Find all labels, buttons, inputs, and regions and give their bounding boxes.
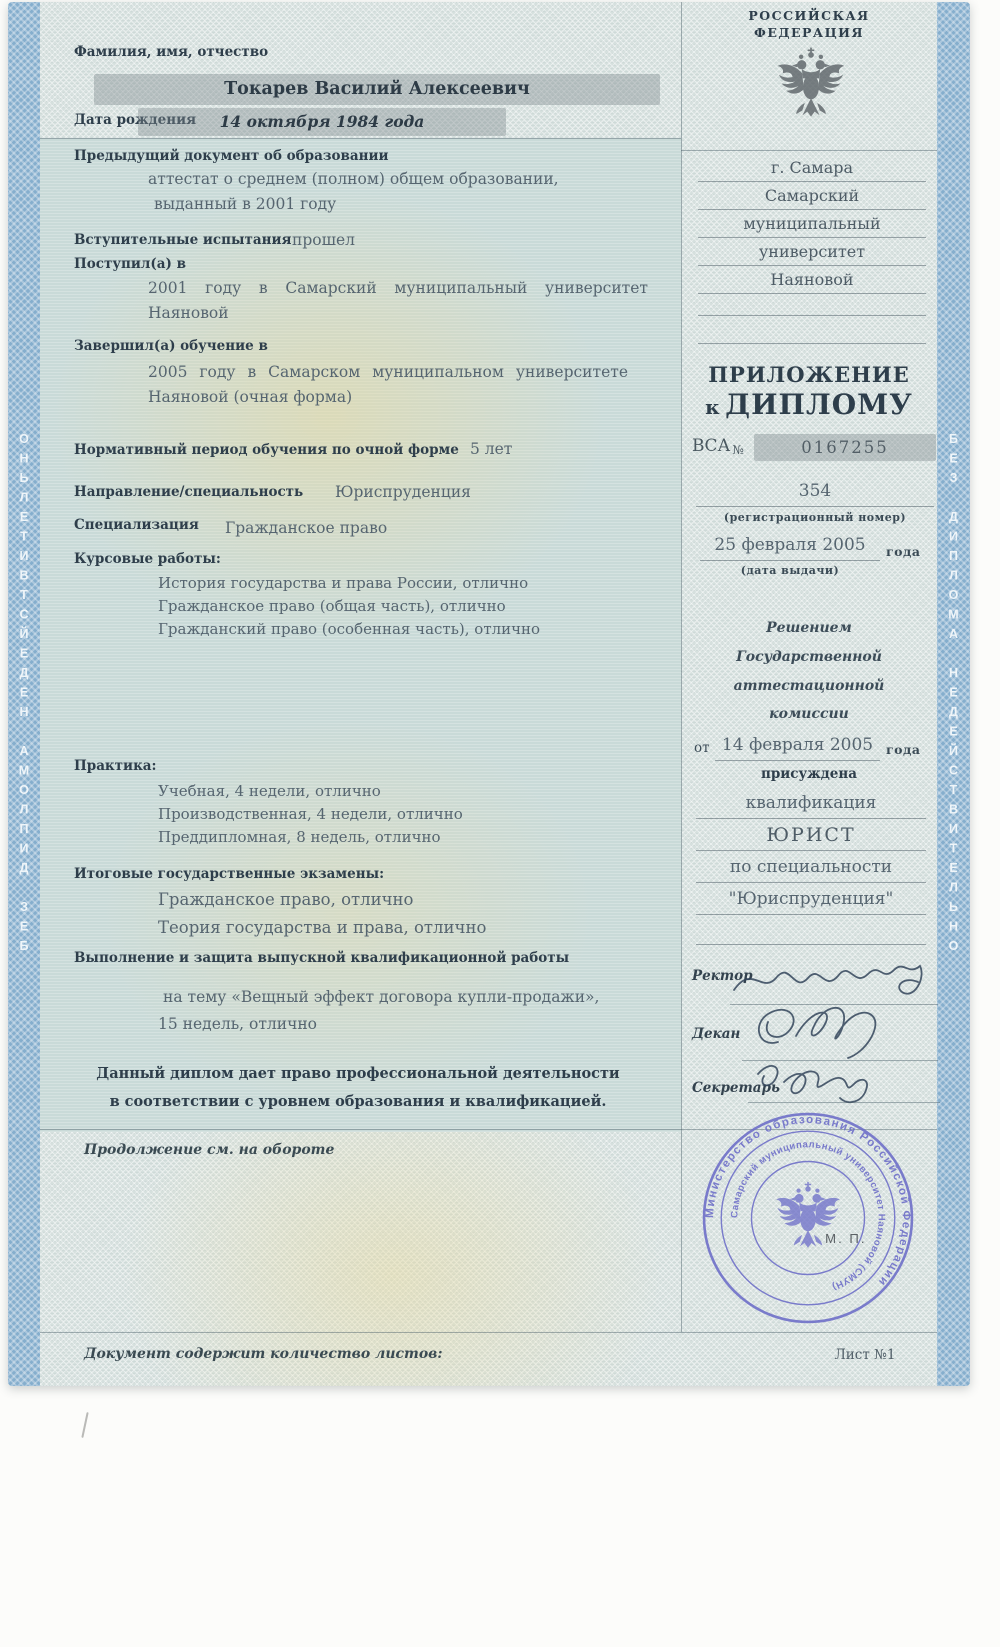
supplement-title-line2 — [681, 388, 937, 421]
specialization-label: Специализация — [74, 517, 199, 533]
issue-date: 25 февраля 2005 — [700, 530, 880, 561]
entrance-value: прошел — [292, 231, 356, 249]
bottom-strip-divider — [40, 1332, 937, 1333]
awarded-label: присуждена — [760, 766, 858, 782]
right-band-text: БЕЗ ДИПЛОМА НЕДЕЙСТВИТЕЛЬНО — [946, 432, 961, 959]
secretary-signature — [750, 1056, 940, 1108]
prev-education-line1: аттестат о среднем (полном) общем образовании, — [148, 170, 559, 188]
direction-value: Юриспруденция — [335, 483, 471, 501]
number-sign: № — [732, 443, 744, 457]
coursework-item: Гражданское право (общая часть), отлично — [158, 597, 506, 615]
qualification-line: "Юриспруденция" — [696, 884, 926, 915]
right-header-divider — [681, 150, 937, 151]
practice-item: Учебная, 4 недели, отлично — [158, 782, 381, 800]
decision-line: аттестационной — [733, 678, 885, 694]
diploma-sheet — [8, 2, 970, 1386]
blank-form-line — [696, 918, 926, 945]
completion-label: Завершил(а) обучение в — [74, 338, 268, 354]
exam-item: Гражданское право, отлично — [158, 890, 414, 909]
completion-text: 2005 году в Самарском муниципальном университете Наяновой (очная форма) — [148, 363, 628, 406]
left-band-text: ОНЬЛЕТИВТСЙЕДЕН АМОЛПИД ЗЕБ — [17, 432, 31, 959]
russia-coat-of-arms-icon — [774, 46, 848, 128]
right-security-band — [937, 2, 970, 1386]
admission-label: Поступил(а) в — [74, 256, 186, 272]
registration-caption: (регистрационный номер) — [723, 511, 907, 524]
period-label: Нормативный период обучения по очной форме — [74, 442, 459, 458]
practice-item: Производственная, 4 недели, отлично — [158, 805, 463, 823]
university-line: Самарский — [698, 182, 926, 210]
prev-education-line2: выданный в 2001 году — [154, 195, 337, 213]
stamp-mp-label: М. П. — [825, 1231, 867, 1247]
birth-date: 14 октября 1984 года — [219, 112, 425, 131]
diploma-number: 0167255 — [801, 438, 889, 457]
series-code: ВСА — [692, 436, 731, 456]
title-small-word: к — [705, 395, 720, 419]
sheet-number: Лист №1 — [834, 1347, 896, 1363]
entrance-label: Вступительные испытания — [74, 232, 292, 248]
from-word: от — [694, 740, 710, 756]
country-line2: ФЕДЕРАЦИЯ — [753, 25, 865, 40]
university-line: муниципальный — [698, 210, 926, 238]
continuation-note: Продолжение см. на обороте — [84, 1142, 335, 1158]
practice-item: Преддипломная, 8 недель, отлично — [158, 828, 441, 846]
registration-number: 354 — [696, 476, 934, 507]
direction-label: Направление/специальность — [74, 484, 304, 500]
statement-line1: Данный диплом дает право профессиональной деятельности — [96, 1065, 620, 1082]
decision-year-word: года — [886, 742, 921, 757]
stamp-inner-text: Самарский муниципальный университет Наяновой (СМУН) — [729, 1139, 887, 1293]
prev-education-label: Предыдущий документ об образовании — [74, 148, 389, 164]
number-highlight — [754, 434, 936, 461]
birth-highlight — [138, 108, 506, 136]
practice-label: Практика: — [74, 758, 157, 774]
specialization-value: Гражданское право — [225, 519, 388, 537]
name-highlight — [94, 74, 660, 105]
secretary-label: Секретарь — [692, 1080, 780, 1096]
fio-label: Фамилия, имя, отчество — [74, 44, 269, 60]
left-security-band — [8, 2, 40, 1386]
decision-date: 14 февраля 2005 — [715, 730, 880, 761]
dean-signature — [744, 994, 930, 1064]
birth-label: Дата рождения — [74, 112, 197, 128]
issue-caption: (дата выдачи) — [740, 564, 840, 577]
coursework-item: Гражданский право (особенная часть), отлично — [158, 620, 541, 638]
rector-label: Ректор — [692, 968, 753, 984]
thesis-label: Выполнение и защита выпускной квалификационной работы — [74, 950, 570, 966]
header-divider — [40, 138, 681, 139]
dean-label: Декан — [692, 1026, 741, 1042]
university-line: Наяновой — [698, 266, 926, 294]
decision-line: Государственной — [736, 649, 882, 665]
blank-form-line — [698, 317, 926, 344]
blank-form-line — [698, 289, 926, 316]
exam-item: Теория государства и права, отлично — [158, 918, 487, 937]
series-label — [692, 436, 744, 457]
admission-text: 2001 году в Самарский муниципальный университет Наяновой — [148, 279, 648, 322]
country-line1: РОССИЙСКАЯ — [748, 8, 870, 23]
secretary-signature-line — [748, 1102, 940, 1103]
stamp-outer-text: Министерство образования Российской Федерации — [703, 1113, 913, 1290]
column-divider — [681, 2, 682, 1332]
pen-mark — [81, 1412, 88, 1438]
decision-line: Решением — [766, 620, 852, 636]
decision-line: комиссии — [769, 706, 849, 722]
qualification-line: по специальности — [696, 852, 926, 883]
official-stamp — [696, 1106, 920, 1330]
issue-year-word: года — [886, 544, 921, 559]
qualification-line: ЮРИСТ — [696, 820, 926, 851]
qualification-line: квалификация — [696, 788, 926, 819]
title-big-word: ДИПЛОМУ — [725, 388, 913, 421]
statement-line2: в соответствии с уровнем образования и квалификацией. — [109, 1093, 607, 1110]
thesis-line2: 15 недель, отлично — [158, 1015, 318, 1033]
sheets-note: Документ содержит количество листов: — [84, 1346, 443, 1362]
university-line: университет — [698, 238, 926, 266]
coursework-item: История государства и права России, отлично — [158, 574, 529, 592]
exams-label: Итоговые государственные экзамены: — [74, 866, 385, 882]
period-value: 5 лет — [470, 440, 513, 458]
supplement-title-line1: ПРИЛОЖЕНИЕ — [708, 362, 910, 387]
coursework-label: Курсовые работы: — [74, 551, 221, 567]
university-line: г. Самара — [698, 154, 926, 182]
full-name: Токарев Василий Алексеевич — [224, 79, 530, 99]
thesis-line1: на тему «Вещный эффект договора купли-продажи», — [163, 988, 600, 1006]
